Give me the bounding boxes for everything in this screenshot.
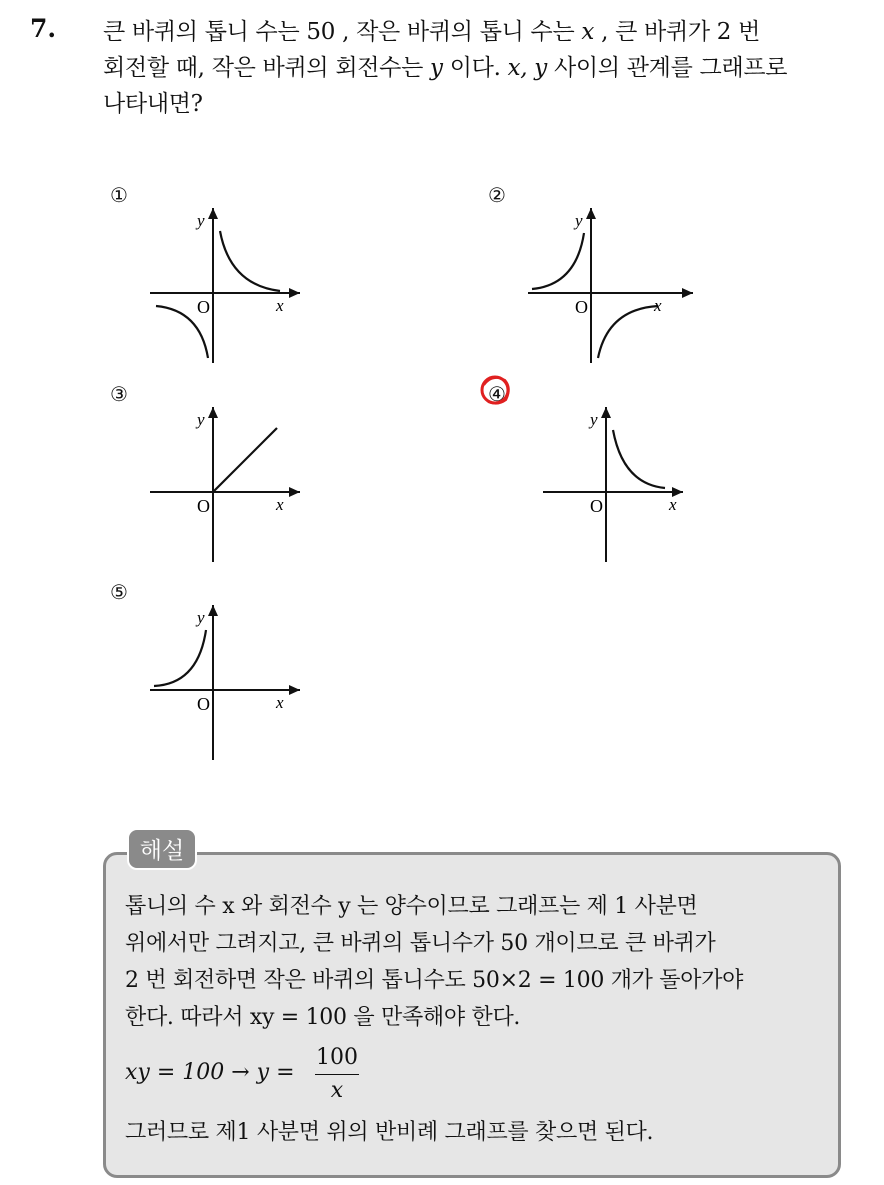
y-arrow bbox=[208, 605, 218, 616]
x-axis-label: x bbox=[276, 296, 284, 315]
line-graph bbox=[213, 428, 277, 492]
x-arrow bbox=[289, 288, 300, 298]
curve bbox=[154, 630, 206, 686]
y-arrow bbox=[586, 208, 596, 219]
x-arrow bbox=[682, 288, 693, 298]
option-number: ① bbox=[110, 183, 128, 207]
fraction bbox=[315, 1044, 359, 1105]
curve bbox=[613, 430, 665, 488]
option-number: ④ bbox=[488, 382, 506, 406]
y-arrow bbox=[208, 407, 218, 418]
x-axis-label: x bbox=[654, 296, 662, 315]
solution-conclusion: 그러므로 제1 사분면 위의 반비례 그래프를 찾으면 된다. bbox=[125, 1120, 654, 1145]
option-number: ② bbox=[488, 183, 506, 207]
solution-line: 한다. 따라서 xy = 100 을 만족해야 한다. bbox=[125, 1005, 521, 1030]
option-1[interactable] bbox=[110, 183, 320, 373]
x-axis-label: x bbox=[276, 693, 284, 712]
curve bbox=[220, 231, 280, 291]
origin-label: O bbox=[590, 496, 603, 516]
option-number: ⑤ bbox=[110, 580, 128, 604]
y-axis-label: y bbox=[590, 410, 598, 429]
origin-label: O bbox=[197, 297, 210, 317]
graph-option-3 bbox=[140, 402, 300, 562]
question-line-2: 회전할 때, 작은 바퀴의 회전수는 y 이다. x, y 사이의 관계를 그래프로 bbox=[103, 55, 788, 81]
x-axis-label: x bbox=[669, 495, 677, 514]
question-line-1: 큰 바퀴의 톱니 수는 50 , 작은 바퀴의 톱니 수는 x , 큰 바퀴가 2 번 bbox=[103, 19, 761, 45]
solution-text bbox=[125, 888, 825, 1036]
option-3[interactable] bbox=[110, 382, 320, 572]
y-axis-label: y bbox=[197, 410, 205, 429]
answer-mark-circle bbox=[478, 372, 518, 412]
graph-option-4 bbox=[533, 402, 693, 562]
question-number: 7. bbox=[30, 14, 57, 43]
origin-label: O bbox=[197, 694, 210, 714]
x-arrow bbox=[289, 685, 300, 695]
option-5[interactable] bbox=[110, 580, 320, 770]
solution-line: 2 번 회전하면 작은 바퀴의 톱니수도 50×2 = 100 개가 돌아가야 bbox=[125, 968, 744, 993]
y-arrow bbox=[601, 407, 611, 418]
question-text bbox=[103, 14, 865, 122]
fraction-denominator: x bbox=[330, 1078, 344, 1103]
graph-option-1 bbox=[140, 203, 300, 363]
origin-label: O bbox=[197, 496, 210, 516]
question-line-3: 나타내면? bbox=[103, 91, 203, 117]
y-arrow bbox=[208, 208, 218, 219]
x-arrow bbox=[289, 487, 300, 497]
x-axis-label: x bbox=[276, 495, 284, 514]
graph-option-5 bbox=[140, 600, 300, 760]
fraction-numerator: 100 bbox=[316, 1045, 358, 1070]
curve bbox=[598, 306, 658, 358]
curve bbox=[532, 233, 584, 289]
option-number: ③ bbox=[110, 382, 128, 406]
y-axis-label: y bbox=[197, 608, 205, 627]
origin-label: O bbox=[575, 297, 588, 317]
y-axis-label: y bbox=[197, 211, 205, 230]
solution-line: 위에서만 그려지고, 큰 바퀴의 톱니수가 50 개이므로 큰 바퀴가 bbox=[125, 931, 716, 956]
fraction-bar bbox=[315, 1074, 359, 1075]
graph-option-2 bbox=[518, 203, 678, 363]
option-2[interactable] bbox=[488, 183, 698, 373]
solution-line: 톱니의 수 x 와 회전수 y 는 양수이므로 그래프는 제 1 사분면 bbox=[125, 894, 698, 919]
option-4[interactable] bbox=[488, 382, 698, 572]
formula-left: xy = 100 → y = bbox=[125, 1060, 295, 1085]
solution-tab: 해설 bbox=[127, 828, 197, 870]
y-axis-label: y bbox=[575, 211, 583, 230]
